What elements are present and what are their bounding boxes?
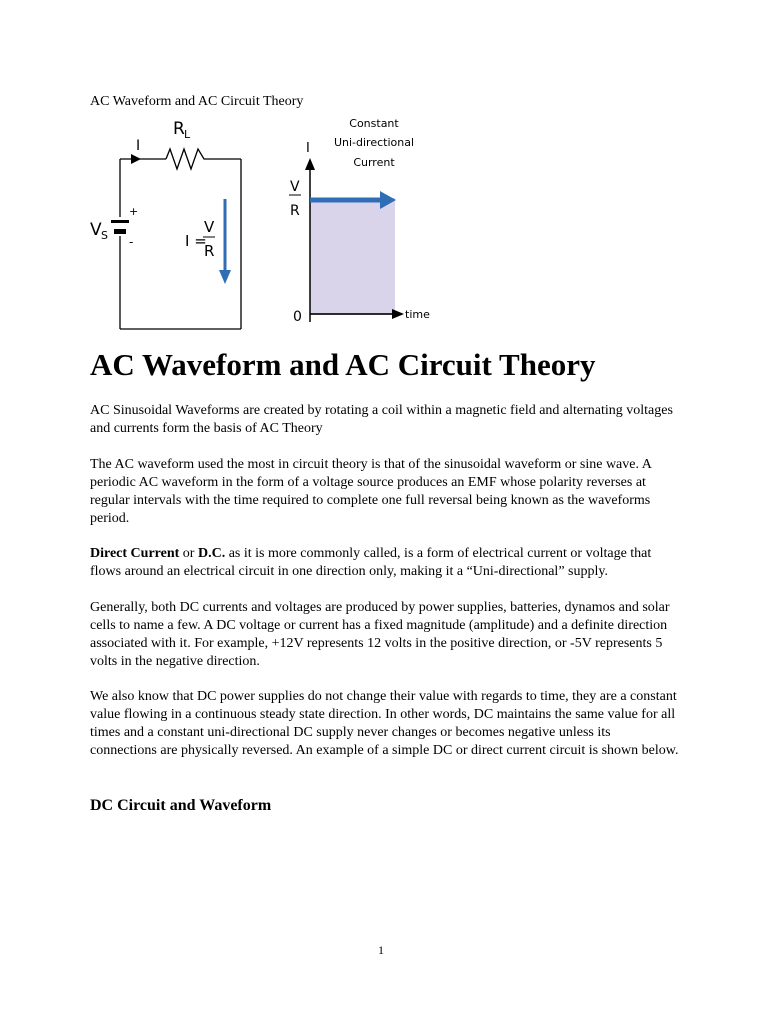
blue-current-arrow-icon [219, 270, 231, 284]
circuit-wires [120, 149, 241, 329]
source-label: V [90, 220, 102, 240]
direct-current-term: Direct Current [90, 546, 180, 561]
y-axis-label: I [306, 141, 310, 156]
zero-label: 0 [293, 309, 302, 325]
caption-line-3: Current [353, 156, 395, 169]
direct-current-definition: as it is more commonly called, is a form of electrical current or voltage that flows around an electrical circuit in one direction only, making it a “Uni-directional” supply. [90, 546, 652, 579]
dc-circuit-diagram [86, 112, 446, 340]
minus-sign: - [129, 235, 134, 249]
caption-line-2: Uni-directional [333, 136, 415, 149]
section-subtitle: DC Circuit and Waveform [90, 797, 272, 814]
constant-current-area [310, 198, 395, 314]
page-title: AC Waveform and AC Circuit Theory [90, 347, 596, 382]
plus-sign: + [129, 205, 139, 218]
caption-line-1: Constant [349, 117, 399, 130]
ohms-law-lhs: I = [185, 232, 207, 250]
page-number: 1 [378, 943, 384, 957]
current-arrow-icon [131, 154, 141, 164]
paragraph-dc-sources: Generally, both DC currents and voltages are produced by power supplies, batteries, dynamos and solar cells to name a few. A DC voltage or current has a fixed magnitude (amplitude) and a definite direction associated with it. For example, +12V represents 12 volts in the positive direction, or -5V represents 5 volts in the negative direction. [90, 600, 670, 669]
current-label: I [136, 138, 141, 154]
x-axis-arrow-icon [392, 309, 404, 319]
paragraph-ac-waveform: The AC waveform used the most in circuit theory is that of the sinusoidal waveform or sine wave. A periodic AC waveform in the form of a voltage source produces an EMF whose polarity reverses at regular intervals with the time required to complete one full reversal being known as the waveforms period. [90, 457, 652, 526]
resistor-zigzag [166, 149, 241, 169]
y-axis-arrow-icon [305, 158, 315, 170]
ohms-law-denominator: R [204, 242, 215, 260]
paragraph-dc-constant: We also know that DC power supplies do not change their value with regards to time, they are a constant value flowing in a continuous steady state direction. In other words, DC maintains the same value for all times and a constant uni-directional DC supply never changes or becomes negative unless its connections are physically reversed. An example of a simple DC or direct current circuit is shown below. [90, 689, 679, 758]
dc-abbreviation: D.C. [197, 546, 226, 561]
source-subscript: S [101, 229, 108, 242]
or-text: or [179, 546, 198, 561]
ohms-law-numerator: V [204, 218, 215, 236]
paragraph-direct-current [90, 545, 680, 581]
header-title: AC Waveform and AC Circuit Theory [90, 94, 304, 109]
level-numerator: V [290, 179, 300, 195]
resistor-subscript: L [184, 128, 191, 141]
paragraph-intro: AC Sinusoidal Waveforms are created by rotating a coil within a magnetic field and alternating voltages and currents form the basis of AC Theory [90, 403, 673, 436]
resistor-label: R [173, 119, 185, 139]
level-denominator: R [290, 203, 300, 219]
x-axis-label: time [405, 308, 430, 321]
dc-circuit-figure [86, 112, 446, 340]
battery-symbol [111, 220, 129, 234]
